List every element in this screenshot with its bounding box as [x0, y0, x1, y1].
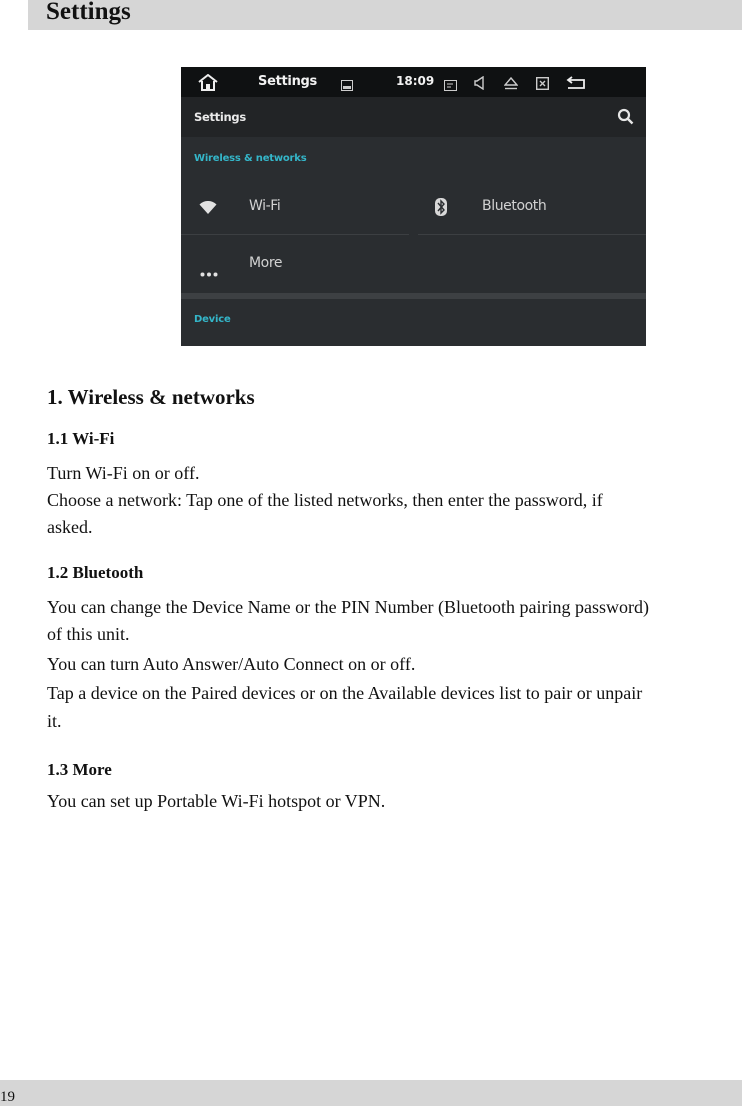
- more-dots-icon: [200, 262, 218, 281]
- action-bar: [181, 97, 646, 137]
- page-title: Settings: [46, 0, 131, 25]
- clock: 18:09: [396, 74, 435, 88]
- section-header-device: Device: [194, 314, 231, 325]
- subsection-title-bluetooth: 1.2 Bluetooth: [47, 563, 144, 582]
- section-header-wireless: Wireless & networks: [194, 153, 307, 164]
- divider: [418, 234, 646, 235]
- search-icon[interactable]: [617, 108, 634, 129]
- section-separator: [181, 293, 646, 299]
- action-bar-title: Settings: [194, 110, 246, 124]
- back-icon[interactable]: [565, 75, 587, 94]
- home-icon[interactable]: [197, 74, 219, 95]
- page-header: [28, 0, 742, 30]
- rotate-icon[interactable]: [444, 76, 457, 95]
- subsection-title-wifi: 1.1 Wi-Fi: [47, 429, 115, 448]
- divider: [181, 234, 409, 235]
- status-bar: [181, 67, 646, 97]
- paragraph-line: You can set up Portable Wi-Fi hotspot or VPN.: [47, 791, 386, 811]
- paragraph-line: Turn Wi-Fi on or off.: [47, 463, 200, 483]
- paragraph-line: of this unit.: [47, 624, 130, 644]
- settings-item-wifi[interactable]: Wi-Fi: [249, 198, 281, 214]
- subsection-title-more: 1.3 More: [47, 760, 112, 779]
- settings-item-bluetooth[interactable]: Bluetooth: [482, 198, 547, 214]
- settings-item-more[interactable]: More: [249, 255, 283, 271]
- image-icon: [341, 76, 353, 95]
- bluetooth-icon: [435, 198, 447, 220]
- volume-icon[interactable]: [474, 75, 486, 94]
- wifi-icon: [199, 200, 217, 219]
- paragraph-line: You can change the Device Name or the PIN Number (Bluetooth pairing password): [47, 597, 650, 617]
- paragraph-line: it.: [47, 711, 62, 731]
- paragraph-line: asked.: [47, 517, 93, 537]
- paragraph-line: Tap a device on the Paired devices or on the Available devices list to pair or unpair: [47, 683, 643, 703]
- section-heading: 1. Wireless & networks: [47, 385, 255, 409]
- page-footer: [0, 1080, 742, 1106]
- page-number: 19: [0, 1089, 15, 1105]
- close-window-icon[interactable]: [536, 75, 549, 94]
- paragraph-line: Choose a network: Tap one of the listed networks, then enter the password, if: [47, 490, 603, 510]
- settings-screenshot: [181, 67, 646, 346]
- eject-icon[interactable]: [504, 75, 518, 94]
- status-bar-title: Settings: [258, 74, 317, 89]
- paragraph-line: You can turn Auto Answer/Auto Connect on or off.: [47, 654, 416, 674]
